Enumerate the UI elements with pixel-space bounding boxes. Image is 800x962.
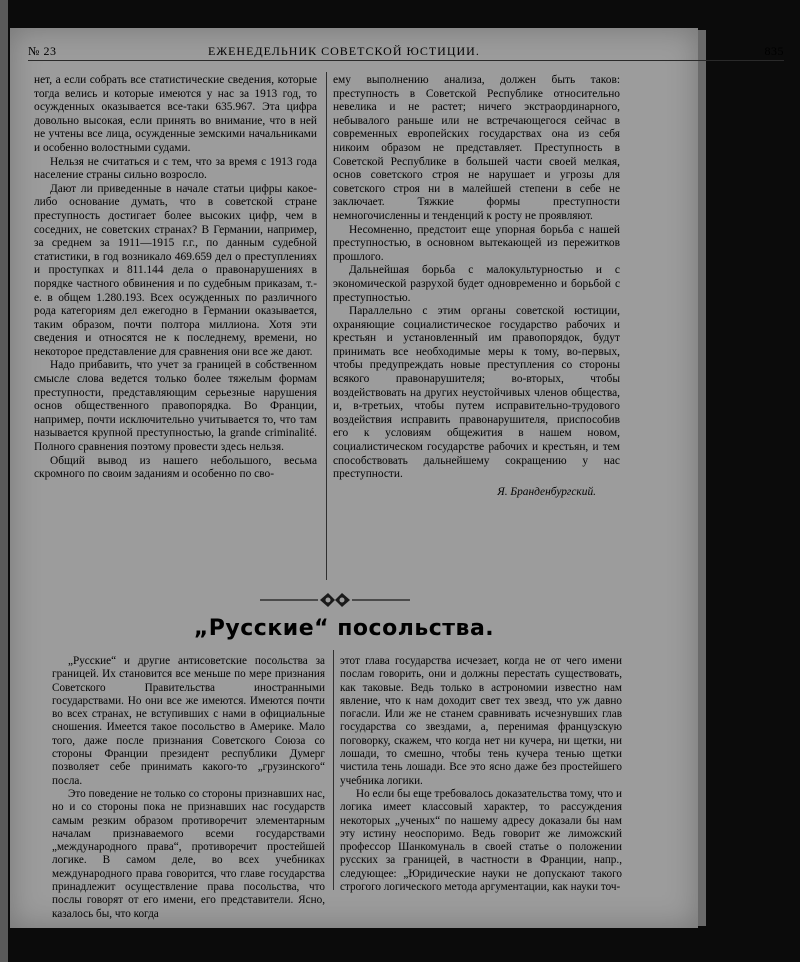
scan-right-edge: [698, 30, 706, 926]
paragraph: Дают ли приведенные в начале статьи цифры какое-либо основание думать, что в советской стране преступность достигает более высоких цифр, чем в соседних, не советских странах? В Германии, например, за среднем за 1911—1915 г.г., по данным судебной статистики, в год возникало 469.659 дел о преступлениях и проступках и 811.144 дела о правонарушениях в порядке частного обвинения и по судебным приказам, т.-е. в общем 1.280.193. Всех осужденных по различного рода категориям дел ежегодно в Германии оказывается, таким образом, почти полтора миллиона. Хотя эти сведения и относятся не к последнему, времени, но некоторое представление для сравнения они все же дают.: [34, 182, 317, 358]
article-title: „Русские“ посольства.: [193, 616, 495, 641]
upper-left-column: [34, 74, 317, 482]
upper-right-column: [333, 74, 620, 499]
paragraph: Это поведение не только со стороны признавших нас, но и со стороны пока не признавших нас государств самым резким образом противоречит элементарным началам признаваемого всеми государствами „международного права“, противоречит простейшей логике. В самом деле, во всех учебниках международного права говорится, что главе государства принадлежит осуществление права посольства, что послы говорят от его имени, его представители. Ясно, казалось бы, что когда: [52, 787, 325, 920]
paragraph: Общий вывод из нашего небольшого, весьма скромного по своим заданиям и особенно по сво-: [34, 454, 317, 481]
paragraph: Параллельно с этим органы советской юстиции, охраняющие социалистическое государство рабочих и крестьян и установленный им правопорядок, будут принимать все необходимые меры к тому, во-первых, чтобы предупреждать новые преступления со стороны всякого правонарушителя; во-вторых, чтобы воздействовать на других неустойчивых членов общества, и, в-третьих, чтобы путем исправительно-трудового воздействия исправить правонарушителя, приспособив его к условиям общежития в нашем новом, социалистическом государстве рабочих и крестьян, и тем способствовать дальнейшему сокращению у нас преступности.: [333, 305, 620, 481]
paragraph: Несомненно, предстоит еще упорная борьба с нашей преступностью, в основном вытекающей из пережитков прошлого.: [333, 223, 620, 263]
ornament-divider: [260, 590, 410, 610]
paragraph: Нельзя не считаться и с тем, что за время с 1913 года население страны сильно возросло.: [34, 155, 317, 182]
paragraph: Дальнейшая борьба с малокультурностью и с экономической разрухой будет одновременно и борьбой с преступностью.: [333, 264, 620, 304]
author-signature: Я. Бранденбургский.: [497, 485, 596, 498]
paragraph: этот глава государства исчезает, когда не от чего имени послам говорить, они и должны перестать существовать, как таковые. Ведь только в астрономии известно нам явление, что к нам доходит свет тех звезд, что уж давно погасли. Или же не станем сравнивать исчезнувших глав государства со звездами, а, перенимая французскую поговорку, скажем, что когда нет ни кучера, ни щетки, ни лошади, то смешно, чтобы тень кучера тенью щетки чистила тень лошади. Все это ясно даже без простейшего учебника логики.: [340, 655, 622, 787]
paragraph: „Русские“ и другие антисоветские посольства за границей. Их становится все меньше по мере признания Советского Правительства иностранными государствами. Но они все же имеются. Имеются почти во всех странах, не вступивших с нами в официальные сношения. Имеется такое посольство в Америке. Мало того, даже после признания Советского Союза со стороны Франции президент республики Думерг позволяет себе принимать какого-то „грузинского“ посла.: [52, 655, 325, 787]
journal-title: ЕЖЕНЕДЕЛЬНИК СОВЕТСКОЙ ЮСТИЦИИ.: [208, 44, 480, 58]
header-rule: [28, 60, 784, 61]
lower-left-column: [52, 655, 325, 921]
paragraph: нет, а если собрать все статистические сведения, которые тогда велись и которые имеются у нас за 1913 год, то осужденных оказывается все-таки 635.967. Эта цифра довольно высокая, если принять во внимание, что в ней не учтены все лица, осужденные земскими начальниками и особенно волостными судами.: [34, 74, 317, 154]
lower-right-column: [340, 655, 622, 894]
column-divider: [333, 650, 334, 890]
column-divider: [326, 72, 327, 580]
paragraph: Но если бы еще требовалось доказательства тому, что и логика имеет классовый характер, то рассуждения некоторых „ученых“ по нашему адресу доказали бы нам эту истину неоспоримо. Ведь говорит же лиможский профессор Шанкомуналь в своей статье о положении русских за границей, в частности в Франции, напр., следующее: „Юридические науки не допускают такого строгого логического метода аргументации, как науки точ-: [340, 787, 622, 894]
paragraph: Надо прибавить, что учет за границей в собственном смысле слова ведется только более тяжелым формам преступности, представляющим серьезные нарушения основ общественного правопорядка. Во Франции, например, почти исключительно учитывается то, что там называется крупной преступностью, la grande criminalité. Полного сравнения поэтому провести здесь нельзя.: [34, 359, 317, 454]
issue-number: № 23: [28, 44, 57, 58]
scan-left-edge: [0, 0, 8, 962]
paragraph: ему выполнению анализа, должен быть таков: преступность в Советской Республике относительно невелика и не растет; ничего экстраординарного, небывалого раньше или не встречающегося сейчас в современных европейских государствах она из себя никоим образом не представляет. Преступность в Советской Республике в большей части своей мелкая, основ советского строя не нарушает и угрозы для советского строя ни в малейшей степени в себе не заключает. Тяжкие формы преступности немногочисленны и тенденций к росту не проявляют.: [333, 74, 620, 222]
page-number: 835: [764, 44, 784, 58]
